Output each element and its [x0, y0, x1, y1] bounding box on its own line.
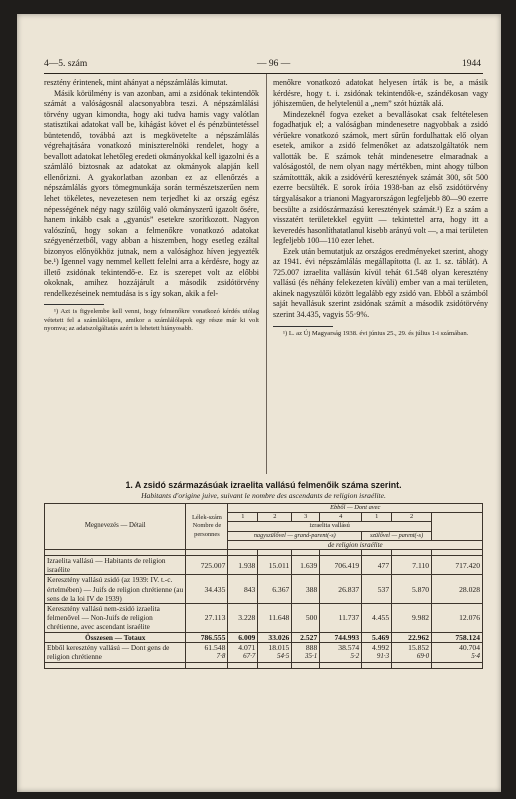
- table-cell: 11.737: [320, 604, 362, 633]
- document-page: [17, 14, 501, 792]
- header-rule: [44, 73, 483, 74]
- table-cell: 7.110: [392, 556, 432, 575]
- right-column: [273, 78, 488, 338]
- table-cell: 33.026: [258, 632, 292, 642]
- row-label: Keresztény vallású zsidó (az 1939: IV. t.-c. értelmében) — Juifs de religion chrétienne (au sens de la loi IV de 1939): [45, 575, 186, 604]
- table-subtitle: Habitants d'origine juive, suivant le nombre des ascendants de religion israélite.: [141, 491, 386, 500]
- col-num: 2: [258, 513, 292, 522]
- table-cell: 706.419: [320, 556, 362, 575]
- col-header-population: Lélek-szám Nombre de personnes: [186, 504, 228, 550]
- page-number: — 96 —: [257, 59, 291, 69]
- col-num: 4: [320, 513, 362, 522]
- table-cell: 6.367: [258, 575, 292, 604]
- row-label: Ebből keresztény vallású — Dont gens de religion chrétienne: [45, 642, 186, 662]
- col-num: 3: [292, 513, 320, 522]
- row-label: Keresztény vallású nem-zsidó izraelita felmenővel — Non-Juifs de religion chrétienne, avec ascendant israélite: [45, 604, 186, 633]
- col-header-religion: de religion israélite: [228, 540, 483, 549]
- table-cell: 537: [362, 575, 392, 604]
- col-header-izraelita: izraelita vallású: [228, 522, 432, 531]
- table-cell: 758.124: [432, 632, 483, 642]
- table-cell: 61.548: [204, 642, 226, 652]
- table-cell: 725.007: [186, 556, 228, 575]
- left-column: [44, 78, 259, 333]
- table-cell: 2.527: [292, 632, 320, 642]
- percent-cell: 5·4: [471, 652, 480, 661]
- table-cell: 15.852: [408, 642, 430, 652]
- table-cell: 5.870: [392, 575, 432, 604]
- col-num: 1: [362, 513, 392, 522]
- footnote-rule: [44, 304, 104, 305]
- col-header-parents: szülővel — parent(-s): [362, 531, 432, 540]
- table-cell: 843: [228, 575, 258, 604]
- footnote-rule: [273, 326, 333, 327]
- percent-cell: 5·2: [350, 652, 360, 661]
- col-header-grandparents: nagyszülővel — grand-parent(-s): [228, 531, 362, 540]
- table-cell: 388: [292, 575, 320, 604]
- table-cell: 12.076: [432, 604, 483, 633]
- table-row: [45, 604, 483, 633]
- table-cell: 15.011: [258, 556, 292, 575]
- row-label: Izraelita vallású — Habitants de religion israélite: [45, 556, 186, 575]
- table-cell: 34.435: [186, 575, 228, 604]
- table-cell: 500: [292, 604, 320, 633]
- row-label: Összesen — Totaux: [45, 632, 186, 642]
- col-num: 1: [228, 513, 258, 522]
- table-cell: 4.992: [372, 642, 390, 652]
- table-cell: 744.993: [320, 632, 362, 642]
- table-cell: 27.113: [186, 604, 228, 633]
- table-row: [45, 642, 483, 662]
- table-row: [45, 556, 483, 575]
- percent-cell: 7·8: [216, 652, 226, 661]
- issue-number: 4—5. szám: [44, 59, 88, 69]
- table-cell: 40.704: [459, 642, 480, 652]
- table-cell: 4.071: [238, 642, 256, 652]
- percent-cell: 54·5: [277, 652, 290, 661]
- col-header-detail: Megnevezés — Détail: [45, 504, 186, 550]
- right-paragraph: Mindezeknél fogva ezeket a bevallásokat csak feltételesen fogadhatjuk el; a valóságban mindenesetre nagyobbak a zsidó vérűekre vonatkozó számok, mert sűrűn fordulhattak elő olyan esetek, amikor a zsidó felmenőket az adatszolgáltatók nem vallották be. E számok tehát mindenesetre elmaradnak a valóságostól, de nem olyan nagy mértékben, mint ahogy túlbon számítottták, akik a zsidóvérű keresztények számát 300, sőt 500 ezerre becsülték. E sorok íróia 1938-ban az első zsidótörvény tárgyalásakor a trianoni Magyarországon legfeljebb 80—90 ezerre becsülte a zsidószármazású keresztények számát.¹) Ez a szám a visszatért területekkel együtt — tekintettel arra, hogy itt a keveredés hasonlíthatatlanul kisebb arányú volt —, a mai területen legfeljebb 100—110 ezer lehet.: [273, 109, 488, 246]
- left-footnote: ¹) Azt is figyelembe kell venni, hogy felmenőkre vonatkozó kérdés utólag vétetett fel a számlálólapra, amikor a számlálólapok egy része már ki volt nyomva; az adatszolgáltatás azért is lehetett hiányosabb.: [44, 308, 259, 332]
- table-cell: 3.228: [228, 604, 258, 633]
- table-cell: 11.648: [258, 604, 292, 633]
- col-header-ebbol: Ebből — Dont avec: [228, 504, 483, 513]
- table-title: 1. A zsidó származásúak izraelita vallású felmenőik száma szerint.: [125, 480, 402, 490]
- table-cell: 888: [305, 642, 318, 652]
- percent-cell: 35·1: [305, 652, 318, 661]
- table-cell: 9.982: [392, 604, 432, 633]
- table-cell: 22.962: [392, 632, 432, 642]
- table-cell: 4.455: [362, 604, 392, 633]
- table-cell: 717.420: [432, 556, 483, 575]
- table-row: [45, 575, 483, 604]
- right-paragraph: Ezek után bemutatjuk az országos eredményeket szerint, ahogy az 1941. évi népszámlálás megállapította (l. az 1. sz. táblát). A 725.007 izraelita vallásún kívül tehát 61.548 olyan keresztény vallású (és néhány felekezeten kívüli) ember van a mai területen, akinek nagyszülői között legalább egy zsidó van. Ebből a számból saját hevallásuk szerint zsidónak számít a második zsidótörvény szerint 34.435, vagyis 55·9%.: [273, 246, 488, 320]
- table-row-total: [45, 632, 483, 642]
- year: 1944: [462, 59, 481, 69]
- table-cell: 6.009: [228, 632, 258, 642]
- table-cell: 28.028: [432, 575, 483, 604]
- table-cell: 1.938: [228, 556, 258, 575]
- percent-cell: 91·3: [376, 652, 390, 661]
- percent-cell: 67·7: [243, 652, 256, 661]
- col-num: 2: [392, 513, 432, 522]
- table-cell: 26.837: [320, 575, 362, 604]
- right-paragraph: menőkre vonatkozó adatokat helyesen írták is be, a másik kérdésre, hogy t. i. zsidónak tekintendők-e, szándékosan vagy jóhiszeműen, de helytelenül a „nem” szót húzták alá.: [273, 78, 488, 109]
- table-cell: 786.555: [186, 632, 228, 642]
- percent-cell: 69·0: [416, 652, 430, 661]
- left-paragraph: Másik körülmény is van azonban, ami a zsidónak tekintendők számát a valóságosnál alacsonyabbra teszi. A népszámlálási törvény ugyan kimondta, hogy aki tudva hamis vagy valótlan statisztikai adatokat vall be, kihágást követ el és pénzbüntetéssel büntetendő, továbbá azt is megkövetelte a népszámlálás végrehajtására vonatkozó miniszterelnöki rendelet, hogy a bevallott adatokat lehetőleg eredeti okmányokkal kell igazolni és a számláló biztosnak az adatokat az okmányok alapján kell ellenőrizni. A gyakorlatban azonban ez az ellenőrzés a népszámlálás gyors tömegmunkája során természetszerűen nem lehet tökéletes, nevezetesen nem terjedhet ki az ország egész népességének négy nagy szülőig való okmányszerű igazolt ősére, hanem inkább csak a „gyanús” esetekre szorítkozott. Nagyon valószínű, hogy sokan a felmenőkre vonatkozó adatokat szégyenérzetből, vagy abban a hiszemben, hogy esetleg ezáltal bizonyos előnyökhöz jutnak, nem a valósághoz híven jegyezték be.¹) Igennel vagy nemmel kellett felelni arra a kérdésre, hogy az illető zsidónak tekintendő-e. Ez is szerepet volt az előbbi okoknak, amihez hozzájárult a második zsidótörvény rendelkezéseinek nemtudása is s így sokan, akik a fel-: [44, 88, 259, 298]
- table-cell: 477: [362, 556, 392, 575]
- table-cell: 1.639: [292, 556, 320, 575]
- table-cell: 5.469: [362, 632, 392, 642]
- table-cell: 38.574: [338, 642, 360, 652]
- table-cell: 18.015: [268, 642, 290, 652]
- column-divider: [266, 74, 267, 474]
- right-footnote: ¹) L. az Új Magyarság 1938. évi június 25., 29. és július 1-i számában.: [283, 329, 469, 337]
- statistics-table: [44, 503, 483, 669]
- left-paragraph: resztény érintenek, mint ahányat a népszámlálás kimutat.: [44, 78, 228, 87]
